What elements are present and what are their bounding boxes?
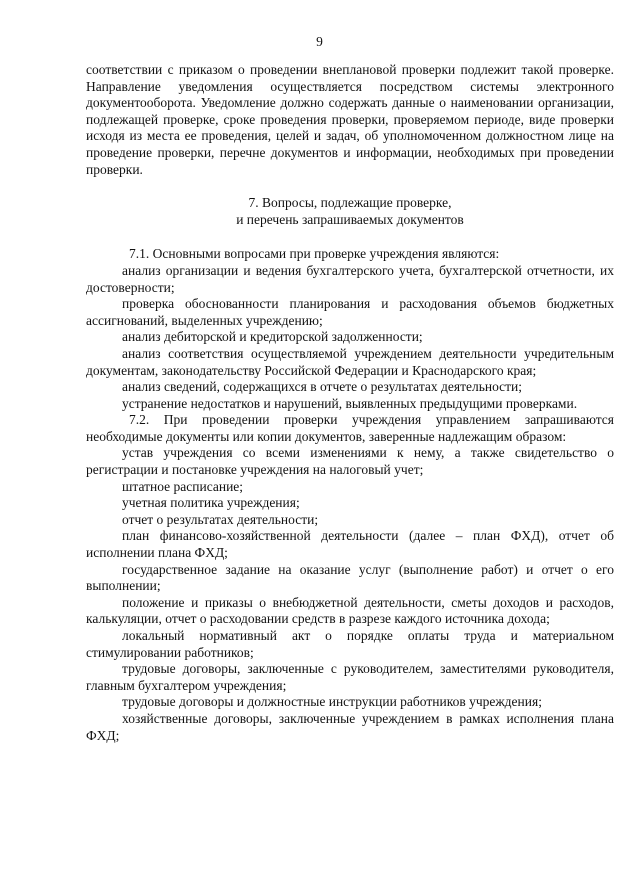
section-heading-line: и перечень запрашиваемых документов [236, 211, 464, 227]
clause-paragraph: 7.1. Основными вопросами при проверке учреждения являются: [129, 246, 500, 262]
list-item: анализ дебиторской и кредиторской задолженности; [122, 329, 423, 345]
clause-paragraph: 7.2. При проведении проверки учреждения управлением запрашиваются необходимые документы или копии документов, заверенные надлежащим образом: [86, 412, 614, 444]
list-item: локальный нормативный акт о порядке оплаты труда и материальном стимулировании работников; [86, 628, 614, 660]
document-body [86, 62, 614, 744]
list-item: устав учреждения со всеми изменениями к нему, а также свидетельство о регистрации и постановке учреждения на налоговый учет; [86, 445, 614, 478]
list-item: план финансово-хозяйственной деятельности (далее – план ФХД), отчет об исполнении плана ФХД; [86, 528, 614, 561]
list-item: трудовые договоры и должностные инструкции работников учреждения; [122, 694, 542, 710]
list-item: учетная политика учреждения; [122, 495, 300, 511]
list-item: трудовые договоры, заключенные с руководителем, заместителями руководителя, главным бухгалтером учреждения; [86, 661, 614, 693]
page-number: 9 [316, 34, 323, 49]
list-item: анализ организации и ведения бухгалтерского учета, бухгалтерской отчетности, их достоверности; [86, 262, 614, 295]
list-item: анализ соответствия осуществляемой учреждением деятельности учредительным документам, законодательству Российской Федерации и Краснодарского края; [86, 345, 614, 378]
list-item: хозяйственные договоры, заключенные учреждением в рамках исполнения плана ФХД; [86, 710, 614, 743]
list-item: проверка обоснованности планирования и расходования объемов бюджетных ассигнований, выделенных учреждению; [86, 296, 614, 328]
list-item: государственное задание на оказание услуг (выполнение работ) и отчет о его выполнении; [86, 561, 614, 594]
list-item: отчет о результатах деятельности; [122, 511, 319, 527]
paragraph: соответствии с приказом о проведении внеплановой проверки подлежит такой проверке. Направление уведомления осуществляется посредством системы электронного документооборота. Уведомление должно содержать данные о наименовании организации, подлежащей проверке, сроке проведения проверки, проверяемом периоде, виде проверки исходя из места ее проведения, целей и задач, об уполномоченном должностном лице на проведение проверки, перечне документов и информации, необходимых при проведении проверки. [86, 62, 614, 177]
section-heading [86, 195, 614, 228]
list-item: положение и приказы о внебюджетной деятельности, сметы доходов и расходов, калькуляции, отчет о расходовании средств в разрезе каждого источника дохода; [86, 594, 614, 627]
list-item: штатное расписание; [122, 478, 244, 494]
list-item: устранение недостатков и нарушений, выявленных предыдущими проверками. [122, 395, 578, 411]
section-heading-line: 7. Вопросы, подлежащие проверке, [248, 195, 452, 211]
list-item: анализ сведений, содержащихся в отчете о результатах деятельности; [122, 379, 523, 395]
